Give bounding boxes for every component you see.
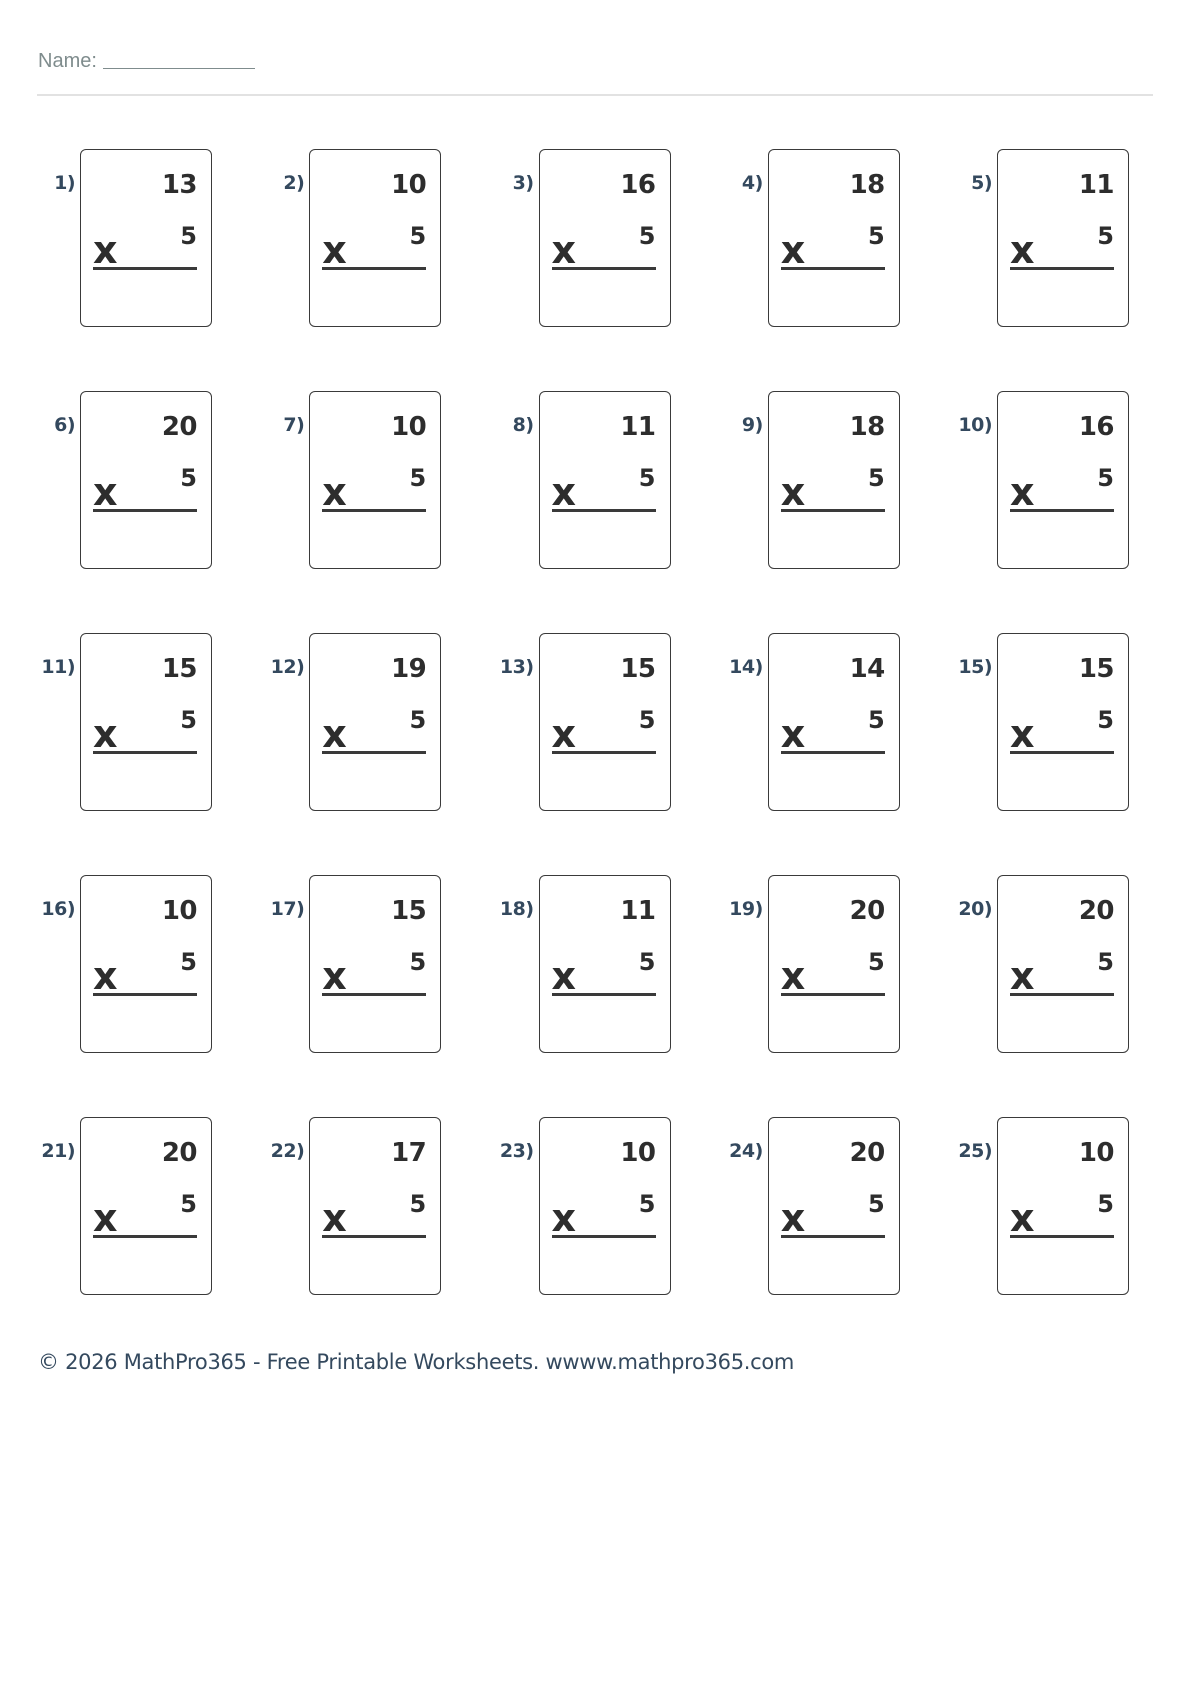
- multiplicand: 16: [620, 170, 656, 200]
- problem-item: [954, 875, 1184, 1115]
- problem-number: 1): [54, 172, 75, 194]
- answer-line: [93, 267, 197, 270]
- answer-line: [1010, 509, 1114, 512]
- multiplier: 5: [409, 706, 427, 734]
- multiply-operator: x: [551, 712, 577, 756]
- multiplicand: 20: [1078, 896, 1114, 926]
- multiplicand: 15: [161, 654, 197, 684]
- answer-line: [93, 1235, 197, 1238]
- multiply-operator: x: [322, 470, 347, 514]
- problem-card: [80, 149, 212, 327]
- problem-card: [539, 633, 671, 811]
- problem-card: [539, 149, 671, 327]
- problem-item: [266, 1117, 496, 1357]
- multiplier: 5: [180, 948, 197, 976]
- multiply-operator: x: [780, 712, 806, 756]
- multiplier: 5: [1097, 706, 1114, 734]
- problem-item: [725, 391, 955, 631]
- multiplicand: 17: [391, 1138, 427, 1168]
- problem-card: [80, 1117, 212, 1295]
- multiplicand: 14: [849, 654, 885, 684]
- answer-line: [552, 1235, 656, 1238]
- multiply-operator: x: [1010, 228, 1035, 272]
- answer-line: [1010, 751, 1114, 754]
- multiplier: 5: [1097, 464, 1114, 492]
- multiply-operator: x: [93, 470, 118, 514]
- answer-line: [322, 993, 426, 996]
- problem-number: 11): [41, 656, 75, 678]
- problem-number: 10): [958, 414, 992, 436]
- problem-card: [80, 875, 212, 1053]
- multiplicand: 15: [1078, 654, 1114, 684]
- problem-number: 13): [499, 656, 534, 678]
- problem-number: 16): [41, 898, 75, 920]
- multiply-operator: x: [93, 1196, 118, 1240]
- answer-line: [1010, 1235, 1114, 1238]
- answer-line: [93, 751, 197, 754]
- multiplicand: 20: [161, 1138, 197, 1168]
- multiply-operator: x: [551, 954, 577, 998]
- answer-line: [322, 267, 426, 270]
- multiplier: 5: [868, 464, 885, 492]
- name-blank-line[interactable]: [103, 52, 255, 69]
- problem-card: [80, 391, 212, 569]
- problem-item: [37, 633, 267, 873]
- problem-item: [496, 1117, 726, 1357]
- problem-number: 22): [270, 1140, 305, 1162]
- problem-number: 15): [958, 656, 992, 678]
- problem-number: 4): [741, 172, 763, 194]
- answer-line: [552, 267, 656, 270]
- multiply-operator: x: [780, 470, 806, 514]
- multiply-operator: x: [1010, 954, 1035, 998]
- problem-item: [266, 875, 496, 1115]
- multiplier: 5: [409, 464, 427, 492]
- problem-number: 2): [283, 172, 305, 194]
- multiplicand: 13: [161, 170, 197, 200]
- problem-card: [997, 875, 1129, 1053]
- problem-card: [768, 633, 900, 811]
- multiply-operator: x: [1010, 1196, 1035, 1240]
- multiplier: 5: [1097, 1190, 1114, 1218]
- multiplier: 5: [409, 1190, 427, 1218]
- multiply-operator: x: [322, 1196, 347, 1240]
- problem-number: 17): [270, 898, 305, 920]
- multiplier: 5: [868, 222, 885, 250]
- multiplier: 5: [868, 948, 885, 976]
- problem-item: [496, 633, 726, 873]
- problem-item: [37, 149, 267, 389]
- multiplicand: 10: [391, 170, 427, 200]
- problem-card: [997, 633, 1129, 811]
- multiply-operator: x: [780, 954, 806, 998]
- multiplier: 5: [638, 948, 656, 976]
- problem-item: [37, 875, 267, 1115]
- problem-card: [309, 1117, 441, 1295]
- problem-number: 8): [512, 414, 534, 436]
- footer-copyright: © 2026 MathPro365 - Free Printable Worksheets. wwww.mathpro365.com: [38, 1350, 795, 1374]
- multiplier: 5: [868, 706, 885, 734]
- multiplier: 5: [180, 222, 197, 250]
- multiply-operator: x: [322, 954, 347, 998]
- multiplicand: 20: [849, 896, 885, 926]
- problem-card: [997, 391, 1129, 569]
- multiply-operator: x: [780, 228, 806, 272]
- problem-number: 14): [729, 656, 763, 678]
- multiplier: 5: [638, 464, 656, 492]
- problem-card: [309, 391, 441, 569]
- multiplier: 5: [409, 948, 427, 976]
- problem-card: [80, 633, 212, 811]
- multiplicand: 15: [391, 896, 427, 926]
- problem-item: [266, 391, 496, 631]
- answer-line: [93, 509, 197, 512]
- answer-line: [552, 751, 656, 754]
- problem-item: [266, 633, 496, 873]
- header-divider: [37, 94, 1153, 96]
- problem-item: [725, 633, 955, 873]
- multiply-operator: x: [551, 470, 577, 514]
- problem-number: 18): [499, 898, 534, 920]
- problem-item: [725, 875, 955, 1115]
- problem-item: [37, 391, 267, 631]
- problem-number: 24): [729, 1140, 763, 1162]
- problem-card: [309, 149, 441, 327]
- problem-card: [539, 875, 671, 1053]
- answer-line: [322, 751, 426, 754]
- multiply-operator: x: [780, 1196, 806, 1240]
- problem-item: [496, 875, 726, 1115]
- multiplier: 5: [1097, 948, 1114, 976]
- multiplier: 5: [180, 464, 197, 492]
- answer-line: [781, 1235, 885, 1238]
- problem-number: 3): [512, 172, 534, 194]
- answer-line: [1010, 267, 1114, 270]
- multiplicand: 11: [620, 412, 656, 442]
- multiplier: 5: [868, 1190, 885, 1218]
- multiply-operator: x: [93, 228, 118, 272]
- multiplicand: 19: [391, 654, 427, 684]
- answer-line: [552, 509, 656, 512]
- problem-item: [954, 391, 1184, 631]
- problem-item: [954, 633, 1184, 873]
- problem-item: [725, 1117, 955, 1357]
- multiplier: 5: [409, 222, 427, 250]
- problem-card: [309, 633, 441, 811]
- multiplicand: 18: [849, 412, 885, 442]
- answer-line: [552, 993, 656, 996]
- answer-line: [781, 993, 885, 996]
- multiplicand: 10: [620, 1138, 656, 1168]
- problem-card: [539, 1117, 671, 1295]
- answer-line: [1010, 993, 1114, 996]
- problem-number: 25): [958, 1140, 992, 1162]
- problem-number: 12): [270, 656, 305, 678]
- name-label: Name:: [38, 50, 97, 72]
- multiplicand: 20: [161, 412, 197, 442]
- problem-item: [37, 1117, 267, 1357]
- multiplicand: 16: [1078, 412, 1114, 442]
- multiplicand: 11: [620, 896, 656, 926]
- problem-card: [768, 1117, 900, 1295]
- problem-card: [997, 149, 1129, 327]
- problem-card: [997, 1117, 1129, 1295]
- answer-line: [322, 509, 426, 512]
- answer-line: [781, 267, 885, 270]
- problem-card: [539, 391, 671, 569]
- multiply-operator: x: [322, 712, 347, 756]
- multiply-operator: x: [551, 1196, 577, 1240]
- problem-item: [496, 149, 726, 389]
- multiplier: 5: [180, 1190, 197, 1218]
- name-field[interactable]: [38, 50, 255, 73]
- multiply-operator: x: [93, 712, 118, 756]
- multiplicand: 15: [620, 654, 656, 684]
- problem-number: 21): [41, 1140, 75, 1162]
- problem-card: [768, 391, 900, 569]
- problem-number: 5): [971, 172, 992, 194]
- problem-number: 20): [958, 898, 992, 920]
- multiplier: 5: [180, 706, 197, 734]
- problem-number: 9): [741, 414, 763, 436]
- problem-number: 23): [499, 1140, 534, 1162]
- problem-number: 7): [283, 414, 305, 436]
- problem-card: [768, 875, 900, 1053]
- multiply-operator: x: [551, 228, 577, 272]
- multiplier: 5: [1097, 222, 1114, 250]
- answer-line: [781, 751, 885, 754]
- answer-line: [322, 1235, 426, 1238]
- problem-item: [954, 1117, 1184, 1357]
- multiply-operator: x: [1010, 712, 1035, 756]
- multiply-operator: x: [322, 228, 347, 272]
- problem-card: [768, 149, 900, 327]
- multiplicand: 10: [1078, 1138, 1114, 1168]
- multiplicand: 20: [849, 1138, 885, 1168]
- answer-line: [781, 509, 885, 512]
- problem-item: [954, 149, 1184, 389]
- problem-item: [266, 149, 496, 389]
- problem-card: [309, 875, 441, 1053]
- multiplier: 5: [638, 222, 656, 250]
- multiply-operator: x: [1010, 470, 1035, 514]
- multiplier: 5: [638, 706, 656, 734]
- multiply-operator: x: [93, 954, 118, 998]
- multiplicand: 10: [161, 896, 197, 926]
- problem-number: 19): [729, 898, 763, 920]
- multiplicand: 10: [391, 412, 427, 442]
- multiplier: 5: [638, 1190, 656, 1218]
- multiplicand: 18: [849, 170, 885, 200]
- multiplicand: 11: [1078, 170, 1114, 200]
- problem-item: [725, 149, 955, 389]
- problem-item: [496, 391, 726, 631]
- answer-line: [93, 993, 197, 996]
- problem-number: 6): [54, 414, 75, 436]
